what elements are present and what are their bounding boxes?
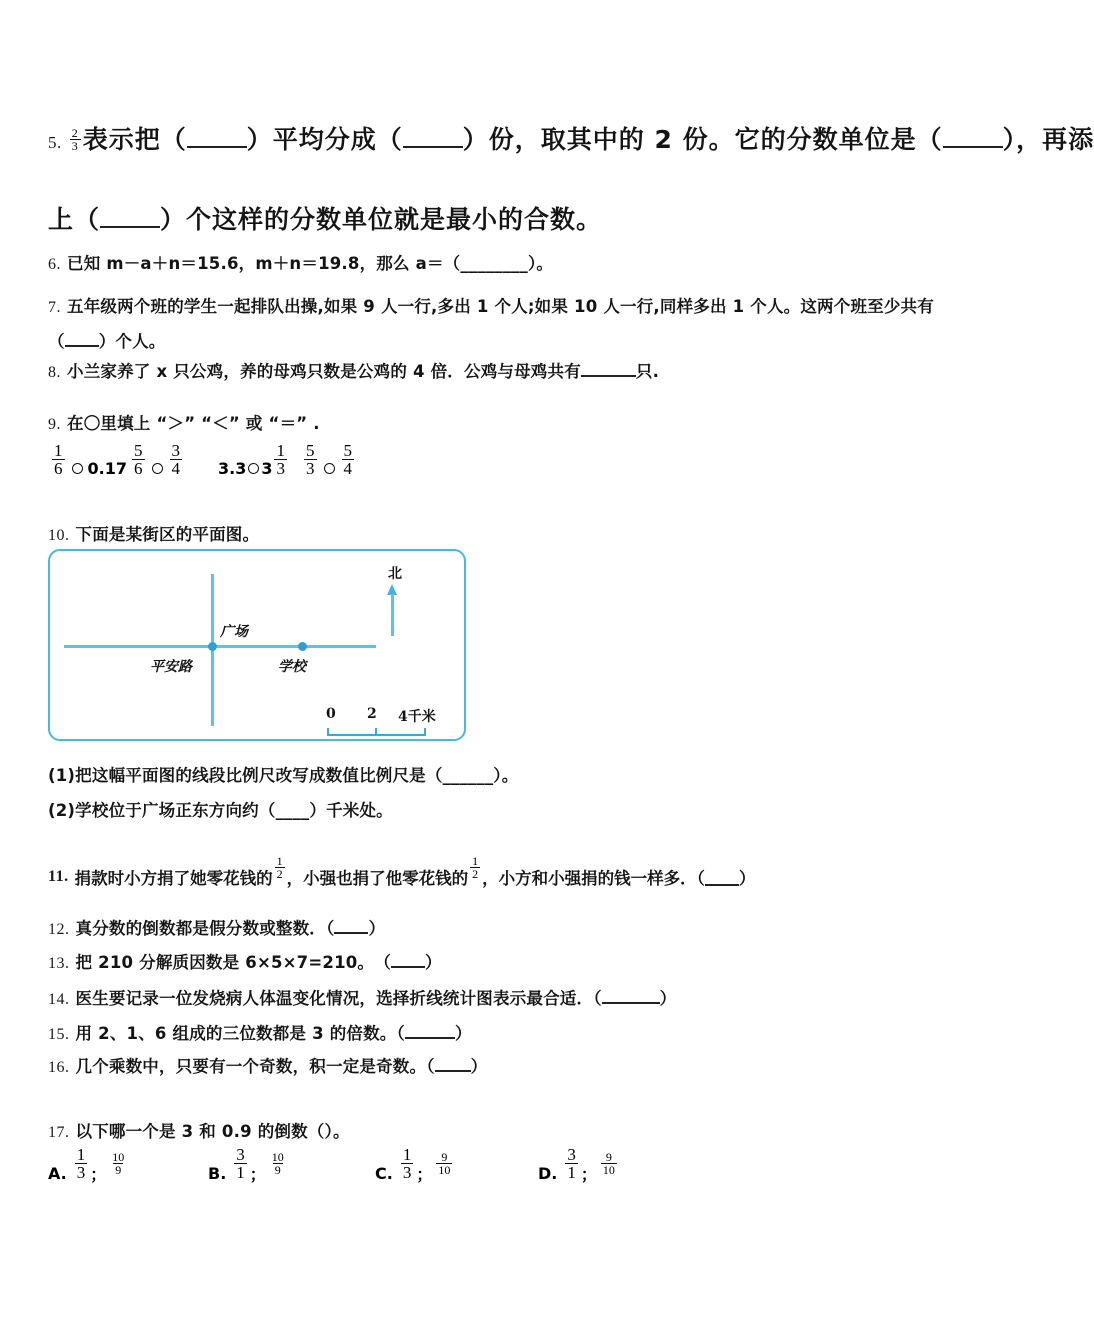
question-11-text-part-1: 捐款时小方捐了她零花钱的 [74, 868, 273, 888]
choice-option-c[interactable] [375, 1145, 454, 1185]
fraction-numerator: 5 [343, 441, 352, 460]
comparison-2-right-fraction [170, 442, 183, 478]
choice-b-fraction-1 [234, 1146, 247, 1182]
question-5-fraction [70, 127, 81, 152]
question-8 [48, 358, 659, 382]
question-14-number: 14. [48, 991, 70, 1008]
map-label-plaza: 广场 [220, 624, 248, 640]
question-8-text-a: 小兰家养了 x 只公鸡，养的母鸡只数是公鸡的 4 倍．公鸡与母鸡共有 [67, 362, 581, 381]
question-16-number: 16. [48, 1059, 70, 1076]
comparison-3-right-fraction [274, 442, 287, 478]
comparison-3-right-whole: 3 [261, 459, 273, 479]
comparison-3-left-value: 3.3 [218, 459, 247, 479]
fraction-denominator: 2 [472, 867, 479, 882]
choice-d-fraction-2 [601, 1151, 617, 1176]
choice-a-label: A. [48, 1164, 67, 1184]
choice-c-fraction-2 [436, 1151, 452, 1176]
question-10-prompt [48, 521, 259, 545]
question-17-text: 以下哪一个是 3 和 0.9 的倒数（）。 [75, 1122, 350, 1141]
question-7-line-2 [48, 328, 166, 352]
fraction-denominator: 4 [343, 459, 352, 479]
answer-blank[interactable] [581, 359, 636, 378]
answer-blank[interactable] [405, 1021, 455, 1040]
comparison-item-2 [130, 442, 184, 478]
comparison-1-right-value: 0.17 [87, 459, 127, 479]
question-5-line2-suffix: ）个这样的分数单位就是最小的合数。 [160, 205, 603, 234]
answer-blank[interactable] [943, 121, 1003, 148]
question-12-number: 12. [48, 921, 70, 938]
scale-tick-label-4: 4千米 [398, 709, 436, 725]
question-10-prompt-text: 下面是某街区的平面图。 [75, 525, 260, 544]
fraction-denominator: 6 [134, 459, 143, 479]
choice-option-a[interactable] [48, 1145, 128, 1185]
fraction-denominator: 3 [306, 459, 315, 479]
question-10-number: 10. [48, 527, 70, 544]
comparison-item-3 [218, 442, 289, 478]
answer-blank[interactable] [334, 916, 368, 935]
question-17 [48, 1118, 350, 1142]
question-13 [48, 949, 442, 973]
fraction-denominator: 1 [567, 1163, 576, 1183]
question-5-number: 5. [48, 133, 62, 152]
question-7-line2-prefix: （ [48, 332, 65, 351]
question-11-fraction-2 [470, 855, 480, 880]
comparison-circle-blank[interactable] [248, 463, 259, 474]
answer-blank[interactable] [187, 121, 247, 148]
fraction-denominator: 2 [276, 867, 283, 882]
question-14-text-a: 医生要记录一位发烧病人体温变化情况，选择折线统计图表示最合适．（ [75, 989, 602, 1008]
question-7-line2-suffix: ）个人。 [98, 332, 166, 351]
question-6-number: 6. [48, 256, 61, 273]
fraction-numerator: 9 [605, 1150, 612, 1165]
answer-blank[interactable] [602, 986, 660, 1005]
comparison-circle-blank[interactable] [152, 463, 163, 474]
fraction-numerator: 10 [112, 1150, 125, 1165]
choice-d-fraction-1 [565, 1146, 578, 1182]
comparison-circle-blank[interactable] [72, 463, 83, 474]
fraction-denominator: 3 [76, 1163, 86, 1183]
question-6 [48, 250, 553, 274]
choice-option-d[interactable] [538, 1145, 619, 1185]
question-13-text-a: 把 210 分解质因数是 6×5×7=210。 （ [75, 953, 392, 972]
question-16-text-b: ） [470, 1057, 488, 1076]
choice-c-label: C. [375, 1164, 393, 1184]
comparison-item-4 [302, 442, 356, 478]
question-7-text-line-1: 五年级两个班的学生一起排队出操,如果 9 人一行,多出 1 个人;如果 10 人一行,同样多出 1 个人。这两个班至少共有 [67, 297, 934, 316]
question-10-sub-1 [48, 762, 518, 786]
fraction-numerator: 1 [472, 854, 479, 868]
choice-a-fraction-1 [75, 1146, 88, 1182]
question-9-prompt [48, 410, 320, 434]
question-6-text: 已知 m－a＋n＝15.6，m＋n＝19.8，那么 a＝（________）。 [67, 254, 554, 273]
question-12-text-a: 真分数的倒数都是假分数或整数．（ [75, 919, 335, 938]
comparison-2-left-fraction [132, 442, 145, 478]
choice-b-fraction-2 [270, 1151, 286, 1176]
question-10-sub-2 [48, 797, 393, 821]
question-10-sub1-text: (1)把这幅平面图的线段比例尺改写成数值比例尺是（______）。 [48, 766, 519, 785]
fraction-denominator: 3 [276, 459, 285, 479]
question-5-line-2 [48, 200, 602, 236]
choice-c-separator: ； [416, 1165, 433, 1185]
north-arrow-shaft-icon [391, 594, 394, 636]
question-14-text-b: ） [659, 989, 677, 1008]
comparison-item-1 [50, 442, 127, 478]
fraction-numerator: 3 [171, 441, 180, 460]
fraction-numerator: 9 [441, 1150, 448, 1165]
question-11-text-part-4: ） [738, 868, 756, 888]
answer-blank[interactable] [705, 867, 739, 886]
question-10-sub2-text: (2)学校位于广场正东方向约（____）千米处。 [48, 801, 393, 820]
question-5-text-part-4: ），再添 [1002, 125, 1094, 154]
question-11 [48, 854, 756, 888]
question-11-fraction-1 [275, 855, 285, 880]
question-14 [48, 985, 676, 1009]
fraction-numerator: 1 [276, 854, 283, 868]
fraction-denominator: 9 [274, 1163, 281, 1178]
choice-option-b[interactable] [208, 1145, 288, 1185]
fraction-numerator: 3 [567, 1145, 576, 1164]
question-5-text-part-3: ）份，取其中的 2 份。它的分数单位是（ [462, 125, 943, 154]
question-11-text-part-3: ，小方和小强捐的钱一样多．（ [482, 868, 705, 888]
choice-a-separator: ； [90, 1165, 107, 1185]
question-15 [48, 1020, 472, 1044]
scale-tick-label-0: 0 [326, 706, 336, 722]
answer-blank[interactable] [435, 1054, 471, 1073]
map-school-dot [298, 642, 307, 651]
scale-tick-label-2: 2 [367, 706, 377, 722]
fraction-numerator: 2 [71, 126, 79, 140]
answer-blank[interactable] [65, 329, 99, 348]
question-5-line2-prefix: 上（ [48, 205, 101, 234]
fraction-numerator: 1 [54, 441, 63, 460]
choice-a-fraction-2 [110, 1151, 126, 1176]
map-road-horizontal [64, 645, 376, 648]
question-9-prompt-text: 在〇里填上 “＞” “＜” 或 “＝” . [67, 414, 320, 433]
fraction-numerator: 5 [134, 441, 143, 460]
fraction-numerator: 1 [402, 1145, 412, 1164]
fraction-numerator: 3 [236, 1145, 245, 1164]
map-scale-bar [322, 706, 452, 738]
question-5-line-1 [48, 120, 1094, 163]
answer-blank[interactable] [100, 201, 160, 228]
fraction-denominator: 1 [236, 1163, 245, 1183]
fraction-denominator: 6 [54, 459, 63, 479]
question-16-text-a: 几个乘数中，只要有一个奇数，积一定是奇数。（ [75, 1057, 435, 1076]
comparison-4-left-fraction [304, 442, 317, 478]
fraction-denominator: 4 [171, 459, 180, 479]
choice-d-separator: ； [580, 1165, 597, 1185]
question-15-text-b: ） [454, 1024, 472, 1043]
fraction-denominator: 10 [602, 1163, 615, 1178]
scale-bar-midtick [375, 728, 377, 736]
answer-blank[interactable] [391, 950, 425, 969]
answer-blank[interactable] [403, 121, 463, 148]
comparison-4-right-fraction [342, 442, 355, 478]
map-plaza-dot [208, 642, 217, 651]
question-15-number: 15. [48, 1026, 70, 1043]
fraction-denominator: 9 [115, 1163, 122, 1178]
question-8-number: 8. [48, 364, 61, 381]
fraction-numerator: 1 [276, 441, 285, 460]
question-16 [48, 1053, 487, 1077]
choice-b-separator: ； [249, 1165, 266, 1185]
question-11-text-part-2: ，小强也捐了他零花钱的 [286, 868, 469, 888]
question-12-text-b: ） [368, 919, 386, 938]
fraction-numerator: 10 [271, 1150, 284, 1165]
street-map-diagram [48, 549, 466, 741]
question-9-number: 9. [48, 416, 61, 433]
fraction-denominator: 10 [438, 1163, 451, 1178]
map-label-road: 平安路 [150, 659, 192, 675]
fraction-denominator: 3 [402, 1163, 412, 1183]
comparison-1-left-fraction [52, 442, 65, 478]
question-12 [48, 915, 385, 939]
question-13-text-b: ） [425, 953, 442, 972]
comparison-circle-blank[interactable] [324, 463, 335, 474]
question-7-number: 7. [48, 299, 61, 316]
question-17-number: 17. [48, 1124, 70, 1141]
fraction-numerator: 5 [306, 441, 315, 460]
question-8-text-b: 只. [635, 362, 660, 381]
question-11-number: 11. [48, 867, 69, 885]
fraction-denominator: 3 [71, 139, 79, 154]
question-5-text-part-2: ）平均分成（ [246, 125, 403, 154]
choice-d-label: D. [538, 1164, 558, 1184]
question-5-text-part-1: 表示把（ [82, 125, 187, 154]
choice-b-label: B. [208, 1164, 227, 1184]
map-label-school: 学校 [278, 659, 306, 675]
choice-c-fraction-1 [401, 1146, 414, 1182]
map-north-label: 北 [388, 566, 402, 582]
question-15-text-a: 用 2、1、6 组成的三位数都是 3 的倍数。（ [75, 1024, 405, 1043]
question-7-line-1 [48, 293, 934, 317]
fraction-numerator: 1 [76, 1145, 86, 1164]
question-13-number: 13. [48, 955, 70, 972]
